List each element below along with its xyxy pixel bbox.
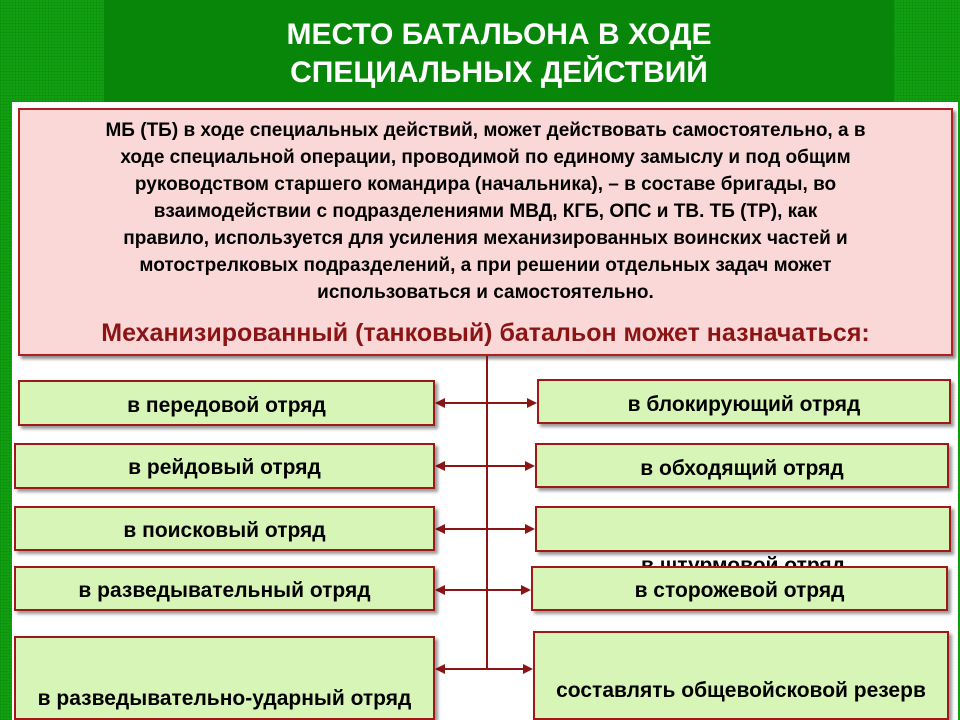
option-box-left [14,443,435,489]
description-line: руководством старшего командира (начальника), – в составе бригады, во [134,174,837,195]
description-line: мотострелковых подразделений, а при решении отдельных задач может [139,255,832,276]
option-box-right [535,443,949,488]
option-box-right [531,566,948,611]
option-box-right [535,506,951,552]
description-text [26,117,945,306]
option-label: в разведывательно-ударный отряд [37,687,412,710]
option-label: составлять общевойсковой резерв [556,679,926,702]
description-line: взаимодействии с подразделениями МВД, КГБ, ОПС и ТВ. ТБ (ТР), как [153,201,818,222]
description-line: использоваться и самостоятельно. [317,282,654,303]
option-box-left [14,636,435,720]
arrow-left-5 [435,664,445,674]
connector-right-2 [488,465,526,467]
connector-left-5 [444,668,486,670]
option-label: в блокирующий отряд [627,393,861,416]
title-line-1: МЕСТО БАТАЛЬОНА В ХОДЕ [286,18,712,51]
description-box [18,108,953,356]
description-line: правило, используется для усиления механизированных воинских частей и [123,228,848,249]
connector-right-5 [488,668,524,670]
connector-right-1 [488,402,528,404]
option-box-left [14,566,435,611]
arrow-right-3 [525,524,535,534]
description-line: МБ (ТБ) в ходе специальных действий, может действовать самостоятельно, а в [105,120,866,141]
arrow-right-1 [527,398,537,408]
arrow-left-2 [435,461,445,471]
option-box-left [14,506,435,551]
arrow-left-1 [435,398,445,408]
option-box-right [533,631,949,720]
option-label: в поисковый отряд [123,519,326,542]
option-label: в рейдовый отряд [128,456,321,479]
arrow-right-5 [523,664,533,674]
connector-left-1 [444,402,486,404]
option-label: в сторожевой отряд [634,579,845,602]
arrow-left-3 [435,524,445,534]
arrow-left-4 [435,585,445,595]
option-label: в обходящий отряд [640,457,844,480]
option-label: в разведывательный отряд [78,579,371,602]
title-line-2: СПЕЦИАЛЬНЫХ ДЕЙСТВИЙ [290,56,708,89]
connector-right-3 [488,528,526,530]
option-box-left [18,380,435,426]
arrow-right-4 [521,585,531,595]
connector-left-4 [444,589,486,591]
connector-left-2 [444,465,486,467]
option-box-right [537,379,951,424]
arrow-right-2 [525,461,535,471]
option-label: в передовой отряд [127,394,326,417]
connector-right-4 [488,589,522,591]
assignment-heading: Механизированный (танковый) батальон может назначаться: [101,319,870,347]
slide-title [104,16,894,92]
description-line: ходе специальной операции, проводимой по единому замыслу и под общим [120,147,851,168]
connector-left-3 [444,528,486,530]
